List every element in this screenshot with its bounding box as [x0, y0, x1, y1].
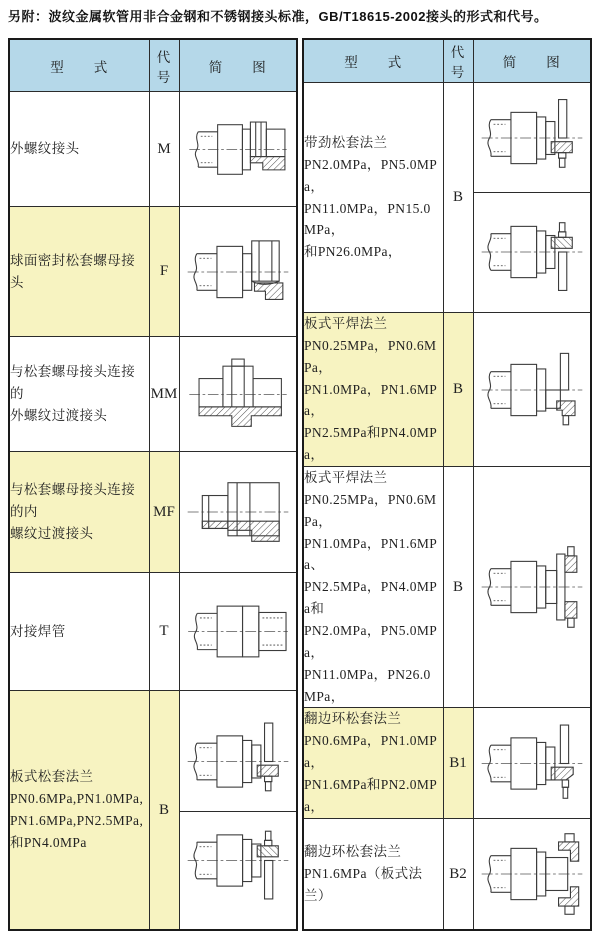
- type-line: 带劲松套法兰: [304, 134, 388, 150]
- type-line: PN0.6MPa,PN1.0MPa,: [10, 791, 144, 807]
- type-line: PN2.5MPa和PN4.0MPa，: [304, 425, 438, 463]
- type-line: PN0.25MPa，PN0.6MPa，: [304, 337, 437, 375]
- type-line: 与松套螺母接头连接的内: [10, 482, 136, 520]
- table-row: [9, 573, 297, 691]
- diagram-cell: [473, 708, 591, 818]
- table-row: [9, 452, 297, 573]
- type-line: PN1.6MPa（板式法兰）: [304, 866, 423, 903]
- type-cell: [303, 467, 443, 708]
- type-line: PN11.0MPa，PN15.0MPa，: [304, 200, 431, 238]
- type-line: 与松套螺母接头连接的: [10, 364, 136, 402]
- type-cell: [303, 708, 443, 818]
- header-row: [9, 39, 297, 92]
- type-line: PN11.0MPa，PN26.0MPa，: [304, 666, 431, 704]
- code-cell: F: [149, 207, 179, 337]
- type-line: 板式平焊法兰: [304, 470, 388, 486]
- type-line: PN2.5MPa，PN4.0MPa和: [304, 579, 438, 617]
- type-line: 翻边环松套法兰: [304, 711, 402, 727]
- diagram-cell: [179, 207, 297, 337]
- type-line: 外螺纹接头: [10, 141, 80, 157]
- type-line: 和PN4.0MPa: [10, 834, 87, 850]
- table-row: [9, 92, 297, 207]
- column-header-type: 型 式: [9, 39, 149, 92]
- type-line: 螺纹过渡接头: [10, 526, 94, 542]
- type-line: 板式平焊法兰: [304, 316, 388, 331]
- column-header-type: 型 式: [303, 39, 443, 83]
- type-line: PN1.6MPa和PN2.0MPa，: [304, 777, 438, 814]
- diagram-cell: [473, 818, 591, 930]
- lap-ring-loose-flange-diagram: [474, 714, 591, 813]
- code-cell: B1: [443, 708, 473, 818]
- diagram-cell: [473, 83, 591, 313]
- diagram-cell: [179, 92, 297, 207]
- table-row: [303, 818, 591, 930]
- weld-plate-flange-double-diagram: [474, 523, 591, 652]
- table-row: [303, 313, 591, 467]
- diagram-cell: [179, 452, 297, 573]
- type-line: PN1.6MPa,PN2.5MPa,: [10, 813, 144, 829]
- fitting-table-right: [302, 38, 592, 931]
- table-row: [303, 83, 591, 313]
- type-line: 翻边环松套法兰: [304, 844, 402, 860]
- code-cell: B2: [443, 818, 473, 930]
- code-cell: B: [443, 313, 473, 467]
- table-row: [303, 467, 591, 708]
- type-line: PN2.0MPa，PN5.0MPa，: [304, 156, 438, 194]
- loose-plate-flange-down-diagram: [180, 811, 297, 908]
- male-thread-fitting-diagram: [180, 103, 297, 196]
- code-cell: B: [443, 467, 473, 708]
- type-cell: [9, 92, 149, 207]
- code-cell: B: [149, 690, 179, 930]
- type-cell: [9, 690, 149, 930]
- type-line: 和PN26.0MPa，: [304, 244, 402, 260]
- loose-plate-flange-up-diagram: [180, 712, 297, 811]
- code-cell: B: [443, 83, 473, 313]
- type-cell: [303, 313, 443, 467]
- code-cell: MF: [149, 452, 179, 573]
- type-cell: [303, 818, 443, 930]
- table-row: [9, 690, 297, 930]
- type-line: 对接焊管: [10, 623, 66, 639]
- column-header-diagram: 简 图: [473, 39, 591, 83]
- type-cell: [9, 336, 149, 451]
- fitting-table-left: [8, 38, 298, 931]
- diagram-cell: [179, 336, 297, 451]
- page-title: 另附：波纹金属软管用非合金钢和不锈钢接头标准，GB/T18615-2002接头的形式和代号。: [8, 9, 548, 24]
- type-line: PN1.0MPa，PN1.6MPa，: [304, 381, 438, 419]
- type-cell: [303, 83, 443, 313]
- code-cell: M: [149, 92, 179, 207]
- code-cell: MM: [149, 336, 179, 451]
- weld-plate-flange-diagram: [474, 332, 591, 448]
- table-row: [9, 336, 297, 451]
- diagram-cell: [473, 467, 591, 708]
- male-female-adapter-diagram: [180, 463, 297, 561]
- type-line: 板式松套法兰: [10, 769, 94, 785]
- type-line: 外螺纹过渡接头: [10, 407, 108, 423]
- lap-ring-plate-flange-diagram: [474, 819, 591, 929]
- code-cell: T: [149, 573, 179, 691]
- type-line: PN1.0MPa，PN1.6MPa、: [304, 535, 438, 573]
- column-header-code: 代号: [149, 39, 179, 92]
- butt-weld-pipe-diagram: [180, 584, 297, 679]
- header-row: [303, 39, 591, 83]
- type-cell: [9, 573, 149, 691]
- tables-container: [8, 38, 592, 931]
- table-row: [9, 207, 297, 337]
- type-line: PN0.6MPa，PN1.0MPa，: [304, 733, 438, 771]
- table-row: [303, 708, 591, 818]
- type-cell: [9, 207, 149, 337]
- diagram-cell: [473, 313, 591, 467]
- neck-loose-flange-down-diagram: [474, 192, 591, 312]
- diagram-cell: [179, 690, 297, 930]
- column-header-diagram: 简 图: [179, 39, 297, 92]
- type-cell: [9, 452, 149, 573]
- double-male-adapter-diagram: [180, 348, 297, 441]
- type-line: PN0.25MPa，PN0.6MPa，: [304, 491, 437, 529]
- type-line: 球面密封松套螺母接头: [10, 252, 136, 290]
- type-line: PN2.0MPa，PN5.0MPa，: [304, 623, 438, 660]
- column-header-code: 代号: [443, 39, 473, 83]
- diagram-cell: [179, 573, 297, 691]
- swivel-nut-fitting-diagram: [180, 219, 297, 324]
- neck-loose-flange-up-diagram: [474, 84, 591, 192]
